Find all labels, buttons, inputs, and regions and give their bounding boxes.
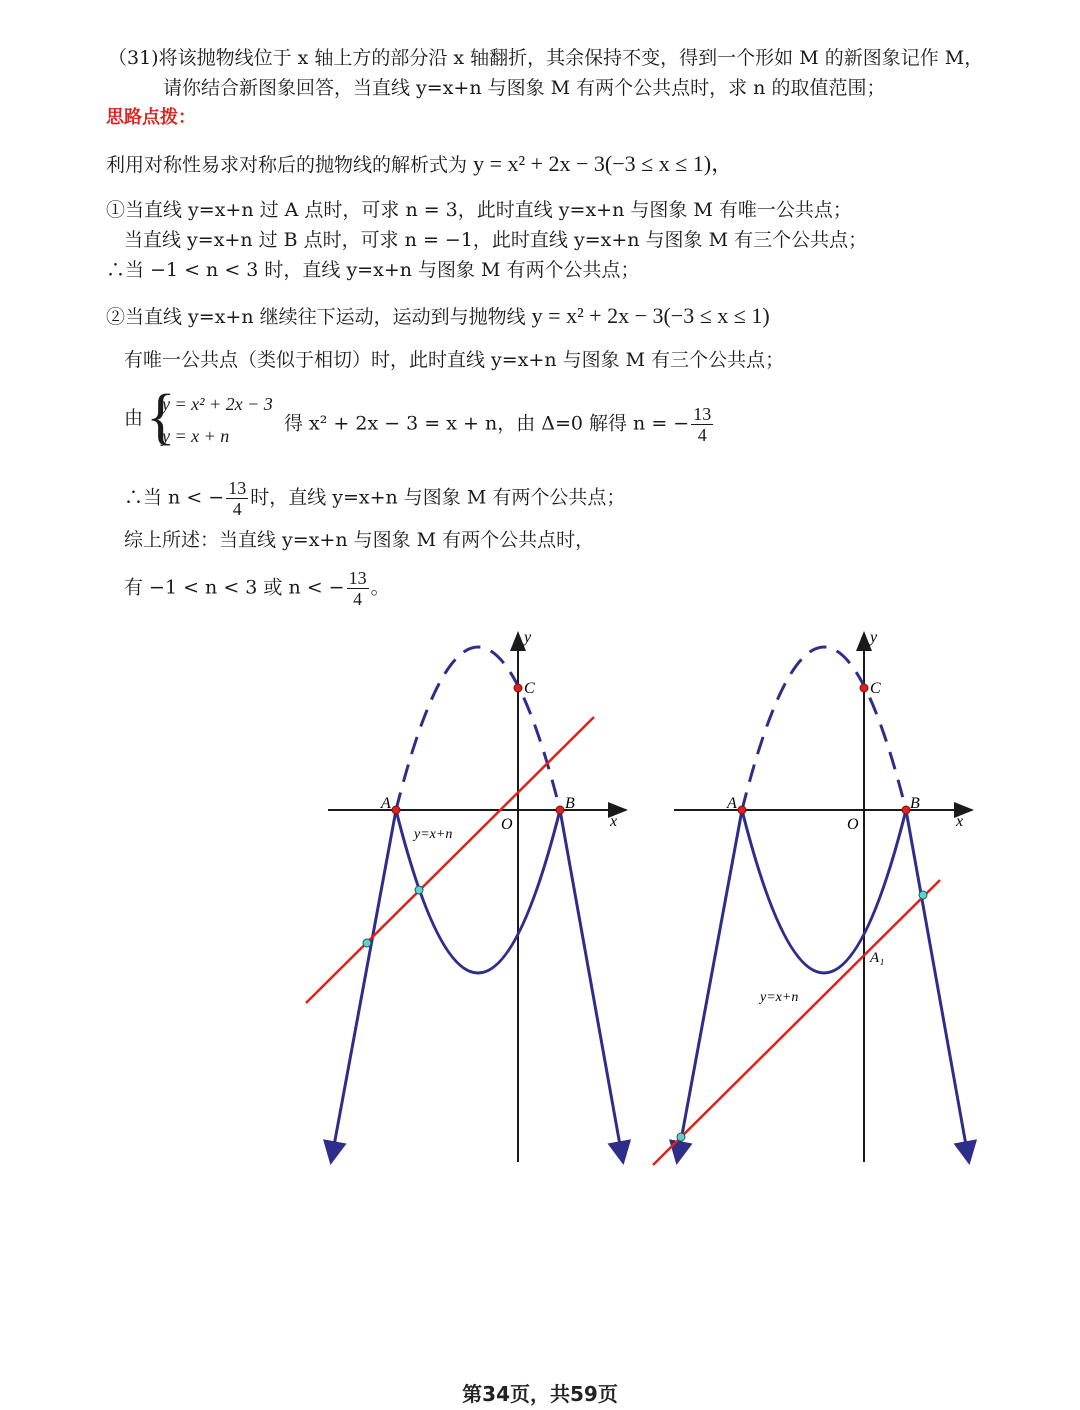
fraction-denominator: 4 — [697, 425, 707, 445]
case2-a-text: ②当直线 y=x+n 继续往下运动，运动到与抛物线 — [106, 306, 526, 328]
label-line: y=x+n — [414, 827, 453, 842]
system-brace: { — [146, 383, 176, 451]
system-eq1: y = x² + 2x − 3 — [162, 394, 273, 414]
label-y: y — [870, 629, 878, 646]
hint-title: 思路点拨： — [106, 107, 196, 128]
label-a1: A₁ — [870, 950, 885, 966]
case1-b: 当直线 y=x+n 过 B 点时，可求 n = −1，此时直线 y=x+n 与图象 M 有三个公共点； — [124, 229, 868, 251]
summary: 综上所述：当直线 y=x+n 与图象 M 有两个公共点时， — [124, 529, 595, 551]
left-figure — [306, 629, 626, 1162]
label-c: C — [870, 680, 881, 697]
case2-c-post: 时，直线 y=x+n 与图象 M 有两个公共点； — [250, 486, 626, 509]
dashed-arc — [742, 647, 906, 810]
point-c — [514, 684, 522, 692]
point-a — [738, 806, 746, 814]
point-c — [860, 684, 868, 692]
fraction-numerator: 13 — [348, 568, 367, 588]
page-footer: 第34页，共59页 — [462, 1382, 618, 1406]
fraction-numerator: 13 — [693, 404, 712, 424]
line-y-x-n — [306, 717, 594, 1003]
system-mid-text: 得 x² + 2x − 3 = x + n，由 Δ=0 解得 n = − — [284, 412, 690, 435]
label-o: O — [501, 816, 513, 833]
dashed-arc — [396, 647, 560, 810]
intersection-point — [677, 1133, 685, 1141]
answer-post: 。 — [370, 576, 390, 599]
label-b: B — [910, 795, 920, 812]
folded-arc — [742, 810, 906, 973]
fraction-numerator: 13 — [228, 478, 247, 498]
answer-pre: 有 −1 < n < 3 或 n < − — [124, 576, 345, 599]
case2-c-pre: ∴当 n < − — [124, 486, 225, 509]
problem-line-1: （31)将该抛物线位于 x 轴上方的部分沿 x 轴翻折，其余保持不变，得到一个形如 M 的新图象记作 M， — [108, 47, 984, 69]
problem-line-2: 请你结合新图象回答，当直线 y=x+n 与图象 M 有两个公共点时，求 n 的取值范围； — [163, 77, 886, 99]
label-line: y=x+n — [760, 990, 799, 1005]
system-eq2: y = x + n — [162, 426, 230, 446]
point-a — [392, 806, 400, 814]
solution-intro-formula: y = x² + 2x − 3(−3 ≤ x ≤ 1)， — [473, 151, 734, 176]
intersection-point — [415, 886, 423, 894]
fraction-denominator: 4 — [353, 589, 363, 609]
right-branch — [906, 810, 969, 1162]
case1-a: ①当直线 y=x+n 过 A 点时，可求 n = 3，此时直线 y=x+n 与图象 M 有唯一公共点； — [106, 199, 852, 221]
fraction-denominator: 4 — [232, 499, 242, 519]
label-a: A — [381, 795, 391, 812]
case2-b: 有唯一公共点（类似于相切）时，此时直线 y=x+n 与图象 M 有三个公共点； — [124, 349, 785, 371]
point-b — [556, 806, 564, 814]
label-c: C — [524, 680, 535, 697]
line-y-x-n — [653, 880, 940, 1165]
system-prefix: 由 — [124, 407, 144, 429]
label-x: x — [610, 813, 618, 830]
right-figure — [653, 629, 972, 1165]
label-b: B — [565, 795, 575, 812]
label-o: O — [847, 816, 859, 833]
case2-a-formula: y = x² + 2x − 3(−3 ≤ x ≤ 1) — [531, 303, 770, 328]
left-branch — [331, 810, 396, 1162]
intersection-point — [363, 939, 371, 947]
intersection-point — [919, 891, 927, 899]
label-a: A — [727, 795, 737, 812]
case1-c: ∴当 −1 < n < 3 时，直线 y=x+n 与图象 M 有两个公共点； — [106, 259, 640, 281]
solution-intro-text: 利用对称性易求对称后的抛物线的解析式为 — [106, 154, 468, 176]
label-x: x — [956, 813, 964, 830]
right-branch — [560, 810, 623, 1162]
point-b — [902, 806, 910, 814]
label-y: y — [524, 629, 532, 646]
